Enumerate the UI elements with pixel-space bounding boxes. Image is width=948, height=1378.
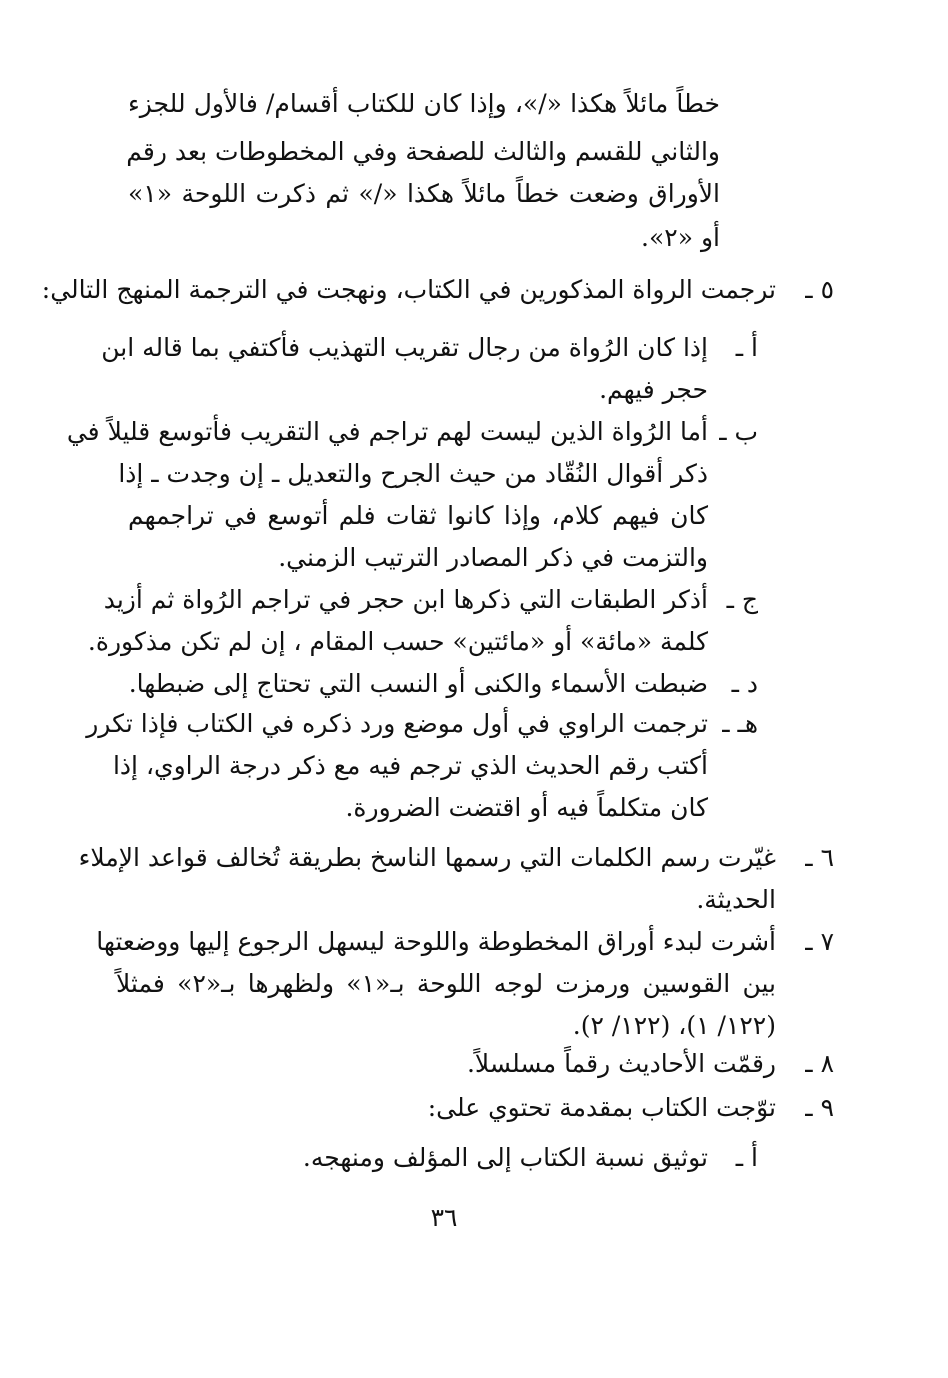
text-line: ترجمت الراوي في أول موضع ورد ذكره في الكتاب فإذا تكرر (86, 709, 708, 738)
sub-item-marker: ج ـ (726, 585, 758, 614)
text-line: (١٢٢/ ١)، (١٢٢/ ٢). (572, 1011, 776, 1040)
text-line: والثاني للقسم والثالث للصفحة وفي المخطوطات بعد رقم (126, 137, 720, 166)
item-number: ٦ ـ (805, 843, 834, 872)
text-line: ضبطت الأسماء والكنى أو النسب التي تحتاج إلى ضبطها. (128, 669, 708, 698)
item-number: ٧ ـ (805, 927, 834, 956)
text-line: الحديثة. (696, 885, 776, 914)
text-line: خطاً مائلاً هكذا «/»، وإذا كان للكتاب أقسام/ فالأول للجزء (128, 89, 720, 118)
text-line: توّجت الكتاب بمقدمة تحتوي على: (427, 1093, 776, 1122)
text-line: ذكر أقوال النُقّاد من حيث الجرح والتعديل ـ إن وجدت ـ إذا (118, 459, 708, 488)
text-line: الأوراق وضعت خطاً مائلاً هكذا «/» ثم ذكرت اللوحة «١» (128, 179, 720, 208)
text-line: كان متكلماً فيه أو اقتضت الضرورة. (345, 793, 708, 822)
text-line: بين القوسين ورمزت لوجه اللوحة بـ«١» ولظهرها بـ«٢» فمثلاً (116, 969, 777, 998)
text-line: أكتب رقم الحديث الذي ترجم فيه مع ذكر درجة الراوي، إذا (112, 751, 708, 780)
sub-item-marker: أ ـ (735, 1143, 758, 1172)
text-line: رقمّت الأحاديث رقماً مسلسلاً. (466, 1049, 776, 1078)
sub-item-marker: ب ـ (719, 417, 758, 446)
text-line: ترجمت الرواة المذكورين في الكتاب، ونهجت في الترجمة المنهج التالي: (41, 275, 776, 304)
page-number: ٣٦ (430, 1203, 458, 1232)
text-line: كان فيهم كلام، وإذا كانوا ثقات فلم أتوسع في تراجمهم (128, 501, 708, 530)
item-number: ٥ ـ (805, 275, 834, 304)
text-line: أذكر الطبقات التي ذكرها ابن حجر في تراجم الرُواة ثم أزيد (103, 585, 708, 614)
sub-item-marker: هـ ـ (722, 709, 758, 738)
text-line: إذا كان الرُواة من رجال تقريب التهذيب فأكتفي بما قاله ابن (101, 333, 708, 362)
sub-item-marker: أ ـ (735, 333, 758, 362)
item-number: ٨ ـ (805, 1049, 834, 1078)
text-line: أو «٢». (641, 223, 720, 252)
text-line: حجر فيهم. (599, 375, 708, 404)
text-line: كلمة «مائة» أو «مائتين» حسب المقام ، إن لم تكن مذكورة. (87, 627, 708, 656)
text-line: توثيق نسبة الكتاب إلى المؤلف ومنهجه. (302, 1143, 708, 1172)
sub-item-marker: د ـ (731, 669, 758, 698)
text-line: أما الرُواة الذين ليست لهم تراجم في التقريب فأتوسع قليلاً في (66, 417, 708, 446)
text-line: أشرت لبدء أوراق المخطوطة واللوحة ليسهل الرجوع إليها ووضعتها (96, 927, 776, 956)
item-number: ٩ ـ (805, 1093, 834, 1122)
text-line: غيّرت رسم الكلمات التي رسمها الناسخ بطريقة تُخالف قواعد الإملاء (78, 843, 776, 872)
text-line: والتزمت في ذكر المصادر الترتيب الزمني. (278, 543, 708, 572)
